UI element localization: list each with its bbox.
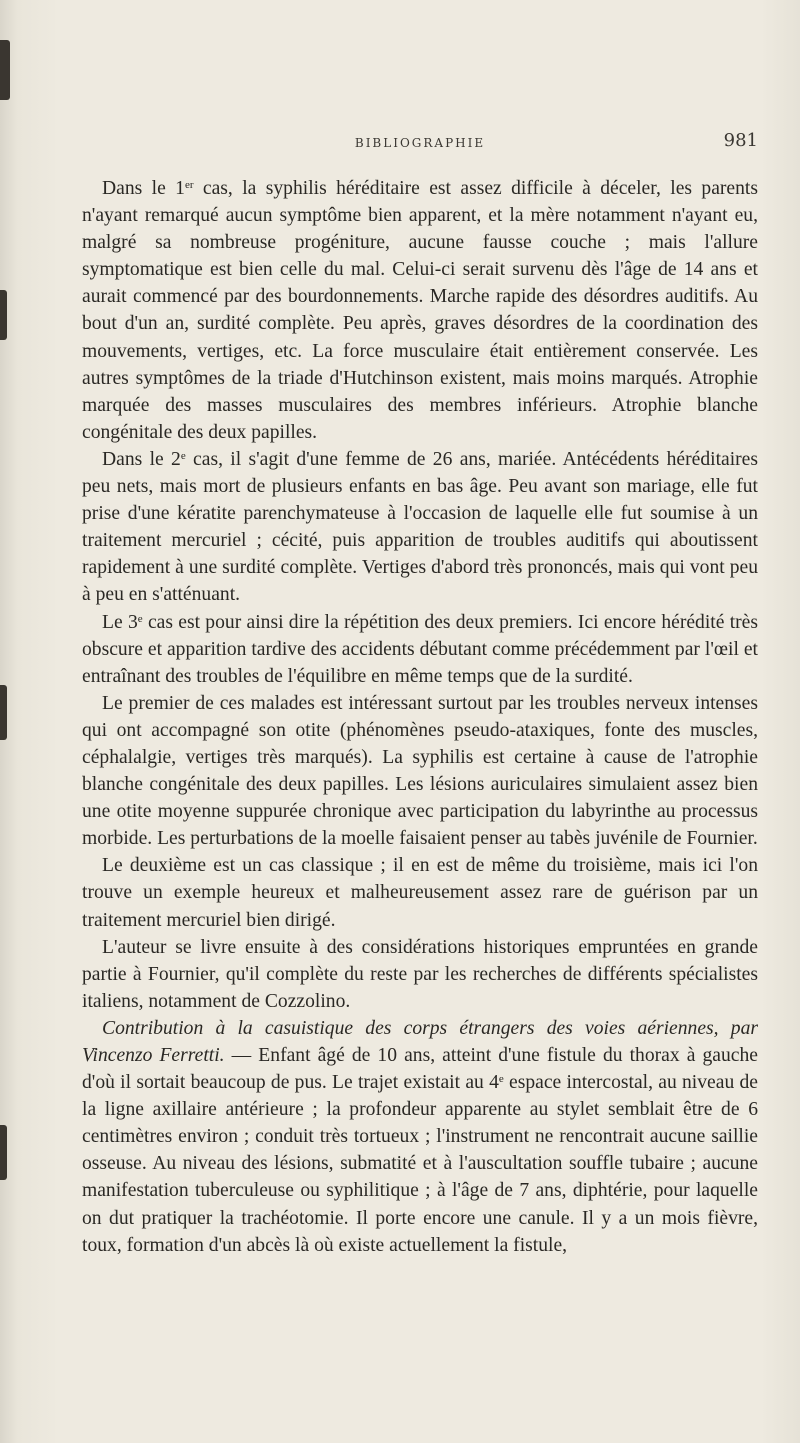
paragraph-text: cas, la syphilis héréditaire est assez difficile à déceler, les parents n'ayant remarqué aucun symptôme bien apparent, et la mère notamment n'ayant eu, malgré sa nombreuse progéniture, aucune fausse couche ; mais l'allure symptomatique est bien celle du mal. Celui-ci serait survenu dès l'âge de 14 ans et aurait commencé par des bourdonnements. Marche rapide des désordres auditifs. Au bout d'un an, surdité complète. Peu après, graves désordres de la coordination des mouvements, vertiges, etc. La force musculaire était entièrement conservée. Les autres symptômes de la triade d'Hutchinson existent, mais moins marqués. Atrophie marquée des masses musculaires des membres inférieurs. Atrophie blanche congénitale des deux papilles.	[82, 178, 758, 443]
ordinal-superscript: er	[184, 179, 194, 191]
paragraph	[82, 934, 758, 1015]
ordinal-superscript: e	[137, 612, 143, 625]
paragraph	[82, 446, 758, 609]
ordinal-superscript: e	[498, 1073, 504, 1086]
italic-title: Contribution à la casuistique des corps étrangers des voies aériennes, par Vincenzo Ferretti.	[82, 1017, 758, 1066]
ordinal-superscript: e	[180, 449, 186, 462]
paragraph-text: Dans le 2	[102, 448, 181, 470]
page-number: 981	[723, 130, 758, 151]
page-header	[82, 130, 758, 156]
binding-mark	[0, 1125, 7, 1180]
paragraph	[82, 1015, 758, 1259]
paragraph	[82, 609, 758, 690]
paragraph	[82, 175, 758, 446]
paragraph	[82, 690, 758, 853]
paragraph-text: L'auteur se livre ensuite à des considérations historiques empruntées en grande partie à Fournier, qu'il complète du reste par les recherches de différents spécialistes italiens, notamment de Cozzolino.	[82, 936, 758, 1012]
binding-mark	[0, 40, 10, 100]
binding-mark	[0, 290, 7, 340]
paragraph-text: Dans le 1	[102, 178, 185, 199]
paragraph-text: espace intercostal, au niveau de la ligne axillaire antérieure ; la profondeur apparente au stylet semblait être de 6 centimètres environ ; conduit très tortueux ; l'instrument ne rencontrait aucune saillie osseuse. Au niveau des lésions, submatité et à l'auscultation souffle tubaire ; aucune manifestation tuberculeuse ou syphilitique ; à l'âge de 7 ans, diphtérie, pour laquelle on dut pratiquer la trachéotomie. Il porte encore une canule. Il y a un mois fièvre, toux, formation d'un abcès là où existe actuellement la fistule,	[82, 1072, 758, 1256]
paragraph	[82, 852, 758, 933]
paragraph-text: cas est pour ainsi dire la répétition des deux premiers. Ici encore hérédité très obscure et apparition tardive des accidents débutant comme précédemment par l'œil et entraînant des troubles de l'équilibre en même temps que de la surdité.	[82, 611, 758, 687]
body-text	[82, 175, 758, 1259]
running-title: BIBLIOGRAPHIE	[354, 136, 486, 150]
paragraph-text: Le premier de ces malades est intéressant surtout par les troubles nerveux intenses qui ont accompagné son otite (phénomènes pseudo-ataxiques, fonte des muscles, céphalalgie, vertiges très marqués). La syphilis est certaine à cause de l'atrophie blanche congénitale des deux papilles. Les lésions auriculaires simulaient assez bien une otite moyenne suppurée chronique avec participation du labyrinthe au processus morbide. Les perturbations de la moelle faisaient penser au tabès juvénile de Fournier.	[82, 692, 758, 850]
binding-mark	[0, 685, 7, 740]
paragraph-text: Le deuxième est un cas classique ; il en est de même du troisième, mais ici l'on trouve un exemple heureux et malheureusement assez rare de guérison par un traitement mercuriel bien dirigé.	[82, 855, 758, 931]
paragraph-text: Le 3	[102, 611, 138, 633]
paragraph-text: — Enfant âgé de 10 ans, atteint d'une fistule du thorax à gauche d'où il sortait beaucoup de pus. Le trajet existait au 4	[82, 1045, 758, 1094]
paragraph-text: cas, il s'agit d'une femme de 26 ans, mariée. Antécédents héréditaires peu nets, mais mort de plusieurs enfants en bas âge. Peu avant son mariage, elle fut prise d'une kératite parenchymateuse à l'occasion de laquelle elle fut soumise à un traitement mercuriel ; cécité, puis apparition de troubles auditifs qui aboutissent rapidement à une surdité complète. Vertiges d'abord très prononcés, mais qui vont peu à peu en s'atténuant.	[82, 448, 758, 606]
